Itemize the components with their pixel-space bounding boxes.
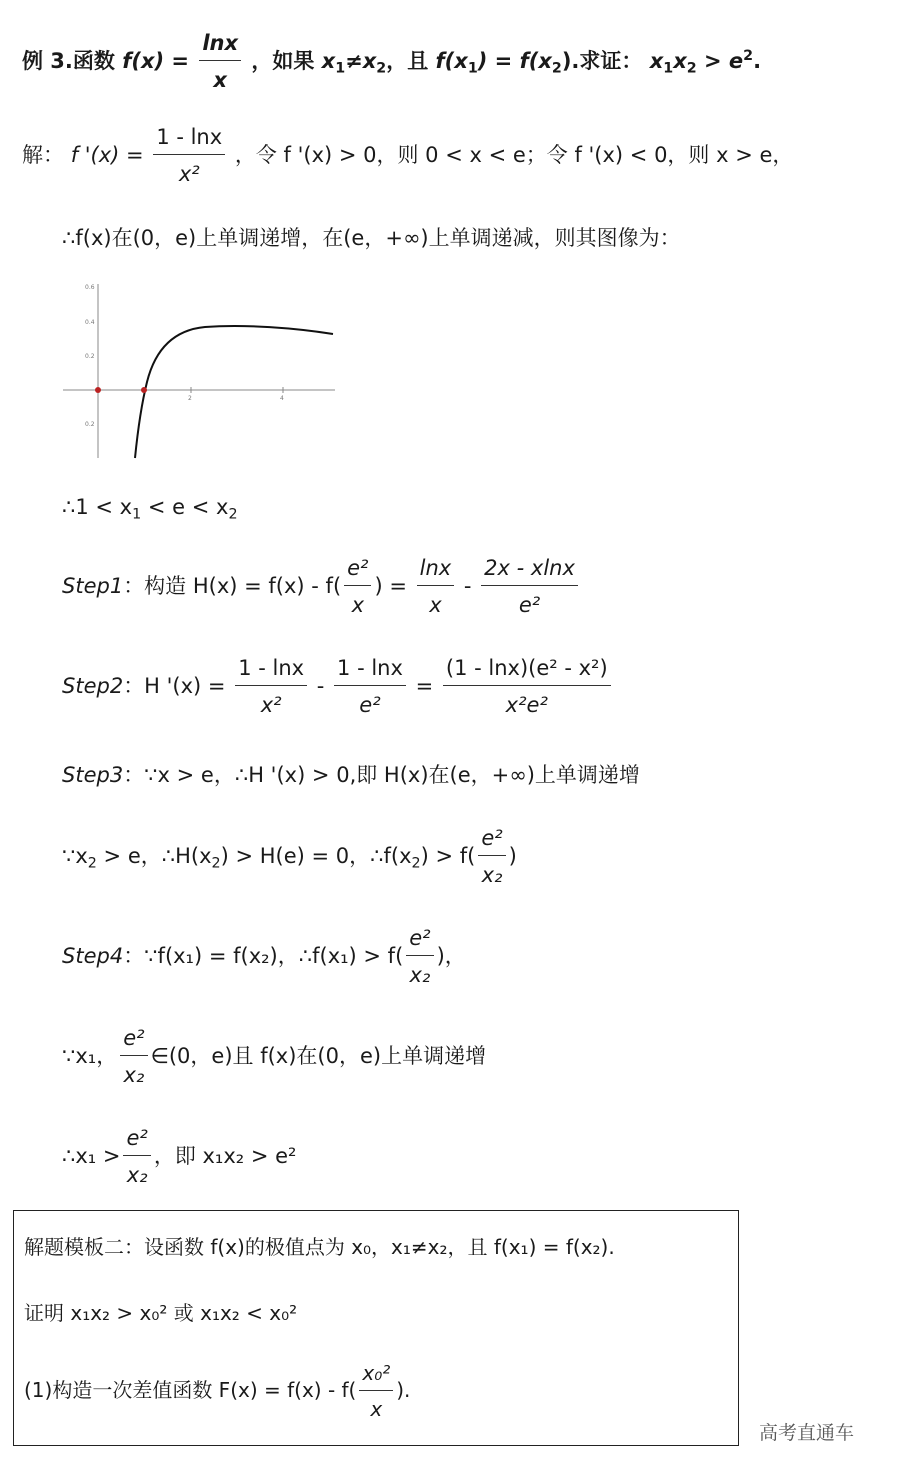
s3b-t1: ∵x <box>62 843 88 868</box>
watermark: 高考直通车 <box>759 1422 855 1444</box>
step1-b-den: e² <box>518 593 541 618</box>
step1-minus: - <box>463 573 472 598</box>
step3-label: Step3 <box>62 763 124 787</box>
step1-frac-a <box>417 555 455 619</box>
step2-a-num: 1 - lnx <box>235 655 307 686</box>
template-line2: 证明 x₁x₂ > x₀² 或 x₁x₂ < x₀² <box>24 1301 298 1325</box>
step1-f-den: x <box>351 593 365 618</box>
solution-fraction <box>153 124 225 188</box>
step1-frac-b <box>481 555 578 619</box>
s3b-t4: ) > f( <box>420 843 476 868</box>
eq-end: ).求证： <box>561 48 643 73</box>
step4-close: )， <box>436 943 466 968</box>
s3b-f-num: e² <box>478 825 505 856</box>
step2-a-den: x² <box>260 693 282 718</box>
order-mid: < e < x <box>141 495 229 519</box>
example-if: ，如果 <box>251 48 315 73</box>
solution-prefix: 解： <box>22 142 64 167</box>
x-tick-2: 2 <box>188 395 192 402</box>
example-fraction-num: lnx <box>199 30 241 61</box>
step4-text: ：∵f(x₁) = f(x₂)，∴f(x₁) > f( <box>123 943 404 968</box>
goal-x2: x <box>673 48 687 73</box>
step4-frac <box>406 925 433 989</box>
step2-frac-c <box>443 655 611 719</box>
concl-pre: ∴x₁ > <box>62 1143 121 1168</box>
tpl-l3-post: ). <box>396 1378 411 1402</box>
y-tick-0.4: 0.4 <box>85 319 95 326</box>
tpl-f-den: x <box>370 1397 383 1421</box>
order-sub2: 2 <box>228 506 238 523</box>
solution-text: ，令 f '(x) > 0，则 0 < x < e；令 f '(x) < 0，则 x > e， <box>234 142 794 167</box>
step4-f-num: e² <box>406 925 433 956</box>
s3b-s3: 2 <box>411 855 421 872</box>
template-box <box>13 1210 739 1446</box>
function-graph <box>55 278 355 468</box>
step4-f-den: x₂ <box>409 963 431 988</box>
solution-line <box>22 124 793 188</box>
goal-x1: x <box>649 48 664 73</box>
template-line3 <box>24 1361 410 1422</box>
step1-text: ：构造 H(x) = f(x) - f( <box>123 573 342 598</box>
example-statement <box>22 30 761 94</box>
eq-lhs: f(x <box>435 48 468 73</box>
s3b-t2: > e，∴H(x <box>96 843 212 868</box>
example-label: 例 3.函数 <box>22 48 115 73</box>
solution-fraction-den: x² <box>178 162 200 187</box>
step2-eq: = <box>415 673 434 698</box>
sub-1b: 1 <box>467 60 478 77</box>
goal-end: . <box>753 48 762 73</box>
step3b-line <box>62 825 517 889</box>
y-tick-0.2: 0.2 <box>85 353 95 360</box>
concl-f-num: e² <box>123 1125 150 1156</box>
order-sub1: 1 <box>132 506 142 523</box>
membership-line <box>62 1025 486 1089</box>
step1-close: ) = <box>374 573 407 598</box>
step3-text: ：∵x > e，∴H '(x) > 0,即 H(x)在(e，+∞)上单调递增 <box>123 763 640 787</box>
in-f-den: x₂ <box>123 1063 145 1088</box>
monotone-line: ∴f(x)在(0，e)上单调递增，在(e，+∞)上单调递减，则其图像为： <box>62 226 681 250</box>
s3b-close: ) <box>508 843 517 868</box>
template-line1: 解题模板二：设函数 f(x)的极值点为 x₀，x₁≠x₂，且 f(x₁) = f(x₂). <box>24 1235 615 1259</box>
step2-c-den: x²e² <box>505 693 548 718</box>
conclusion-line <box>62 1125 296 1189</box>
sub-2: 2 <box>376 60 387 77</box>
x-tick-4: 4 <box>280 395 284 402</box>
step2-frac-b <box>334 655 406 719</box>
example-function: f(x) = <box>122 48 190 73</box>
step1-f-num: e² <box>344 555 371 586</box>
y-tick-0.6: 0.6 <box>85 284 95 291</box>
step4-label: Step4 <box>62 943 124 968</box>
order-line <box>62 497 238 522</box>
example-x2: x <box>362 48 377 73</box>
step2-b-num: 1 - lnx <box>334 655 406 686</box>
step2-label: Step2 <box>62 673 124 698</box>
step1-b-num: 2x - xlnx <box>481 555 578 586</box>
neq-sign: ≠ <box>345 48 363 73</box>
step4-line <box>62 925 466 989</box>
step1-label: Step1 <box>62 573 124 598</box>
in-post: ∈(0，e)且 f(x)在(0，e)上单调递增 <box>150 1043 487 1068</box>
curve <box>135 326 333 458</box>
goal-gt: > e <box>696 48 744 73</box>
step2-line <box>62 655 614 719</box>
sub-2b: 2 <box>551 60 562 77</box>
example-and: ，且 <box>386 48 429 73</box>
order-text: ∴1 < x <box>62 495 133 519</box>
concl-f-den: x₂ <box>126 1163 148 1188</box>
step2-text: ：H '(x) = <box>123 673 226 698</box>
solution-fraction-num: 1 - lnx <box>153 124 225 155</box>
s3b-s1: 2 <box>87 855 97 872</box>
step1-a-num: lnx <box>417 555 455 586</box>
sub-2c: 2 <box>686 60 697 77</box>
concl-post: ，即 x₁x₂ > e² <box>153 1143 297 1168</box>
sub-1: 1 <box>335 60 346 77</box>
step1-a-den: x <box>429 593 442 618</box>
in-f-num: e² <box>120 1025 147 1056</box>
in-frac <box>120 1025 147 1089</box>
step3-line <box>62 765 640 786</box>
tpl-l3-pre: (1)构造一次差值函数 F(x) = f(x) - f( <box>24 1378 357 1402</box>
root-point <box>141 387 147 393</box>
origin-point <box>95 387 101 393</box>
in-pre: ∵x₁， <box>62 1043 118 1068</box>
s3b-t3: ) > H(e) = 0，∴f(x <box>220 843 412 868</box>
example-fraction <box>199 30 241 94</box>
eq-mid: ) = f(x <box>477 48 552 73</box>
goal-sup: 2 <box>743 47 754 64</box>
s3b-f-den: x₂ <box>481 863 503 888</box>
step2-frac-a <box>235 655 307 719</box>
tpl-frac <box>359 1361 393 1422</box>
step1-frac-f <box>344 555 371 619</box>
example-x1: x <box>321 48 336 73</box>
s3b-s2: 2 <box>211 855 221 872</box>
step1-line <box>62 555 581 619</box>
s3b-frac <box>478 825 505 889</box>
step2-c-num: (1 - lnx)(e² - x²) <box>443 655 611 686</box>
step2-minus: - <box>316 673 325 698</box>
concl-frac <box>123 1125 150 1189</box>
sub-1c: 1 <box>663 60 674 77</box>
solution-derivative: f '(x) = <box>70 142 144 167</box>
tpl-f-num: x₀² <box>359 1361 393 1391</box>
y-tick-neg-0.2: 0.2 <box>85 421 95 428</box>
step2-b-den: e² <box>359 693 381 718</box>
example-fraction-den: x <box>213 68 227 93</box>
